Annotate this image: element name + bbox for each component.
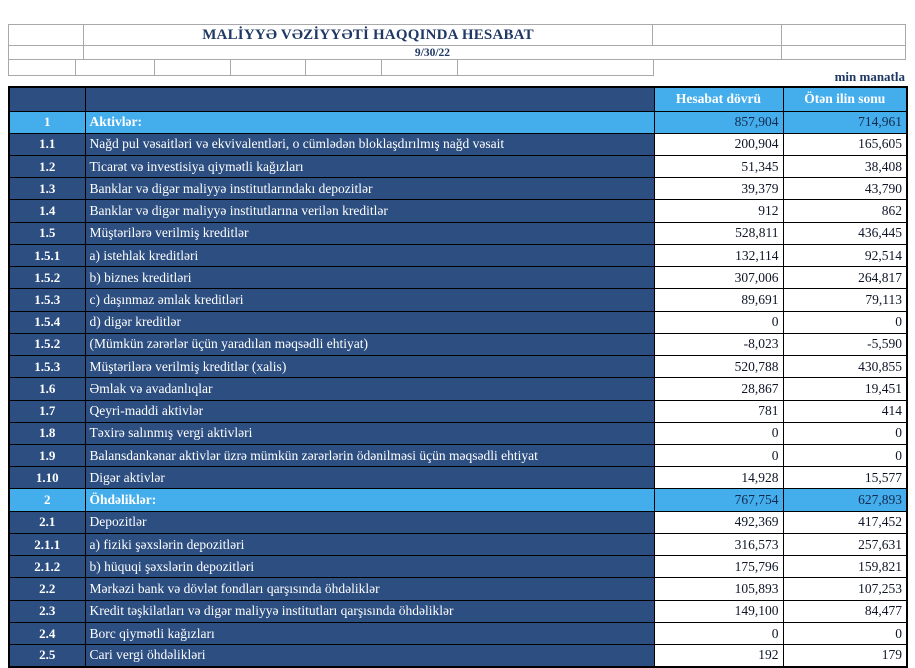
current-period-value-cell: 0 (654, 311, 783, 333)
prior-period-value-cell: 0 (783, 422, 907, 444)
table-row (9, 333, 907, 355)
empty-cell (382, 60, 458, 76)
prior-period-value-cell: 165,605 (783, 133, 907, 155)
table-row (9, 378, 907, 400)
prior-period-value-cell: 84,477 (783, 600, 907, 622)
current-period-value-cell: 105,893 (654, 578, 783, 600)
prior-period-value-cell: 15,577 (783, 467, 907, 489)
prior-period-value-cell: 79,113 (783, 289, 907, 311)
prior-period-value-cell: 436,445 (783, 222, 907, 244)
empty-cell (8, 60, 76, 76)
row-label-cell: Borc qiymətli kağızları (85, 622, 654, 644)
prior-period-value-cell: 0 (783, 622, 907, 644)
prior-period-value-cell: 627,893 (783, 489, 907, 511)
title-row-empty-cell (782, 24, 906, 46)
row-label-cell: Ticarət və investisiya qiymətli kağızları (85, 155, 654, 177)
title-row-empty-cell (8, 24, 84, 46)
header-spacer-cell (85, 87, 654, 111)
table-row (9, 222, 907, 244)
row-label-cell: Banklar və digər maliyyə institutlarına verilən kreditlər (85, 200, 654, 222)
row-number-cell: 1.1 (9, 133, 85, 155)
row-number-cell: 2.2 (9, 578, 85, 600)
date-row-empty-cell (782, 46, 906, 60)
empty-cell (231, 60, 306, 76)
row-number-cell: 2.1.1 (9, 533, 85, 555)
prior-period-value-cell: 0 (783, 311, 907, 333)
row-number-cell: 2.1.2 (9, 556, 85, 578)
unit-note: min manatla (834, 69, 905, 84)
current-period-value-cell: 51,345 (654, 155, 783, 177)
row-label-cell: Qeyri-maddi aktivlər (85, 400, 654, 422)
table-row (9, 178, 907, 200)
current-period-value-cell: 28,867 (654, 378, 783, 400)
table-row (9, 311, 907, 333)
current-period-value-cell: 0 (654, 622, 783, 644)
column-header-current-period: Hesabat dövrü (654, 87, 783, 111)
table-row (9, 244, 907, 266)
row-label-cell: Aktivlər: (85, 111, 654, 133)
prior-period-value-cell: -5,590 (783, 333, 907, 355)
table-row (9, 622, 907, 644)
prior-period-value-cell: 38,408 (783, 155, 907, 177)
current-period-value-cell: 520,788 (654, 356, 783, 378)
current-period-value-cell: 39,379 (654, 178, 783, 200)
column-header-prior-period: Ötən ilin sonu (783, 87, 907, 111)
row-number-cell: 1.2 (9, 155, 85, 177)
row-label-cell: Kredit təşkilatları və digər maliyyə institutları qarşısında öhdəliklər (85, 600, 654, 622)
row-number-cell: 2.1 (9, 511, 85, 533)
table-header (9, 87, 907, 111)
row-number-cell: 1.3 (9, 178, 85, 200)
table-row (9, 422, 907, 444)
table-row (9, 467, 907, 489)
row-number-cell: 1.8 (9, 422, 85, 444)
prior-period-value-cell: 19,451 (783, 378, 907, 400)
row-number-cell: 1.5.2 (9, 267, 85, 289)
prior-period-value-cell: 430,855 (783, 356, 907, 378)
empty-cell (155, 60, 231, 76)
financial-table (8, 86, 908, 668)
prior-period-value-cell: 414 (783, 400, 907, 422)
row-label-cell: Nağd pul vəsaitləri və ekvivalentləri, o cümlədən bloklaşdırılmış nağd vəsait (85, 133, 654, 155)
row-number-cell: 1.5.1 (9, 244, 85, 266)
row-number-cell: 1.5.3 (9, 289, 85, 311)
report-date: 9/30/22 (84, 46, 782, 60)
current-period-value-cell: 528,811 (654, 222, 783, 244)
table-row (9, 356, 907, 378)
financial-report-sheet (8, 24, 906, 668)
row-label-cell: Müştərilərə verilmiş kreditlər (xalis) (85, 356, 654, 378)
row-number-cell: 1.4 (9, 200, 85, 222)
row-number-cell: 1.7 (9, 400, 85, 422)
row-label-cell: Əmlak və avadanlıqlar (85, 378, 654, 400)
prior-period-value-cell: 0 (783, 445, 907, 467)
row-label-cell: Balansdankənar aktivlər üzrə mümkün zərərlərin ödənilməsi üçün məqsədli ehtiyat (85, 445, 654, 467)
prior-period-value-cell: 714,961 (783, 111, 907, 133)
current-period-value-cell: 89,691 (654, 289, 783, 311)
table-body (9, 111, 907, 667)
title-row (8, 24, 906, 46)
current-period-value-cell: 192 (654, 645, 783, 667)
table-row (9, 155, 907, 177)
row-number-cell: 2.3 (9, 600, 85, 622)
row-label-cell: Təxirə salınmış vergi aktivləri (85, 422, 654, 444)
row-number-cell: 1.5 (9, 222, 85, 244)
row-number-cell: 1.6 (9, 378, 85, 400)
current-period-value-cell: 857,904 (654, 111, 783, 133)
table-row (9, 445, 907, 467)
row-label-cell: (Mümkün zərərlər üçün yaradılan məqsədli ehtiyat) (85, 333, 654, 355)
unit-note-row (8, 60, 906, 86)
empty-cell (458, 60, 654, 76)
page-title: MALİYYƏ VƏZİYYƏTİ HAQQINDA HESABAT (84, 24, 653, 46)
current-period-value-cell: 316,573 (654, 533, 783, 555)
header-row (9, 87, 907, 111)
row-number-cell: 1.5.2 (9, 333, 85, 355)
current-period-value-cell: 781 (654, 400, 783, 422)
current-period-value-cell: 0 (654, 445, 783, 467)
row-number-cell: 1.9 (9, 445, 85, 467)
row-label-cell: Digər aktivlər (85, 467, 654, 489)
header-spacer-cell (9, 87, 85, 111)
current-period-value-cell: 912 (654, 200, 783, 222)
prior-period-value-cell: 179 (783, 645, 907, 667)
table-row (9, 556, 907, 578)
table-row (9, 511, 907, 533)
current-period-value-cell: 0 (654, 422, 783, 444)
prior-period-value-cell: 862 (783, 200, 907, 222)
prior-period-value-cell: 43,790 (783, 178, 907, 200)
empty-grid-cells (8, 60, 906, 76)
current-period-value-cell: 149,100 (654, 600, 783, 622)
table-row (9, 133, 907, 155)
table-row (9, 489, 907, 511)
row-number-cell: 1.5.4 (9, 311, 85, 333)
empty-cell (306, 60, 382, 76)
row-label-cell: b) hüquqi şəxslərin depozitləri (85, 556, 654, 578)
current-period-value-cell: 200,904 (654, 133, 783, 155)
row-label-cell: Banklar və digər maliyyə institutlarındakı depozitlər (85, 178, 654, 200)
empty-cell (76, 60, 155, 76)
table-row (9, 533, 907, 555)
row-number-cell: 1.5.3 (9, 356, 85, 378)
row-label-cell: c) daşınmaz əmlak kreditləri (85, 289, 654, 311)
date-row-empty-cell (8, 46, 84, 60)
row-label-cell: Öhdəliklər: (85, 489, 654, 511)
table-row (9, 400, 907, 422)
row-number-cell: 2.4 (9, 622, 85, 644)
table-row (9, 200, 907, 222)
current-period-value-cell: 175,796 (654, 556, 783, 578)
table-row (9, 267, 907, 289)
current-period-value-cell: 492,369 (654, 511, 783, 533)
row-number-cell: 1.10 (9, 467, 85, 489)
row-number-cell: 2.5 (9, 645, 85, 667)
current-period-value-cell: 307,006 (654, 267, 783, 289)
prior-period-value-cell: 159,821 (783, 556, 907, 578)
prior-period-value-cell: 417,452 (783, 511, 907, 533)
date-row (8, 46, 906, 60)
row-label-cell: Depozitlər (85, 511, 654, 533)
table-row (9, 645, 907, 667)
prior-period-value-cell: 257,631 (783, 533, 907, 555)
row-number-cell: 2 (9, 489, 85, 511)
current-period-value-cell: 132,114 (654, 244, 783, 266)
table-row (9, 289, 907, 311)
row-label-cell: a) fiziki şəxslərin depozitləri (85, 533, 654, 555)
row-label-cell: Cari vergi öhdəlikləri (85, 645, 654, 667)
current-period-value-cell: 767,754 (654, 489, 783, 511)
prior-period-value-cell: 92,514 (783, 244, 907, 266)
table-row (9, 111, 907, 133)
table-row (9, 578, 907, 600)
row-label-cell: d) digər kreditlər (85, 311, 654, 333)
row-label-cell: Mərkəzi bank və dövlət fondları qarşısında öhdəliklər (85, 578, 654, 600)
row-label-cell: Müştərilərə verilmiş kreditlər (85, 222, 654, 244)
prior-period-value-cell: 107,253 (783, 578, 907, 600)
current-period-value-cell: -8,023 (654, 333, 783, 355)
table-row (9, 600, 907, 622)
row-number-cell: 1 (9, 111, 85, 133)
row-label-cell: a) istehlak kreditləri (85, 244, 654, 266)
prior-period-value-cell: 264,817 (783, 267, 907, 289)
row-label-cell: b) biznes kreditləri (85, 267, 654, 289)
current-period-value-cell: 14,928 (654, 467, 783, 489)
title-row-empty-cell (653, 24, 782, 46)
